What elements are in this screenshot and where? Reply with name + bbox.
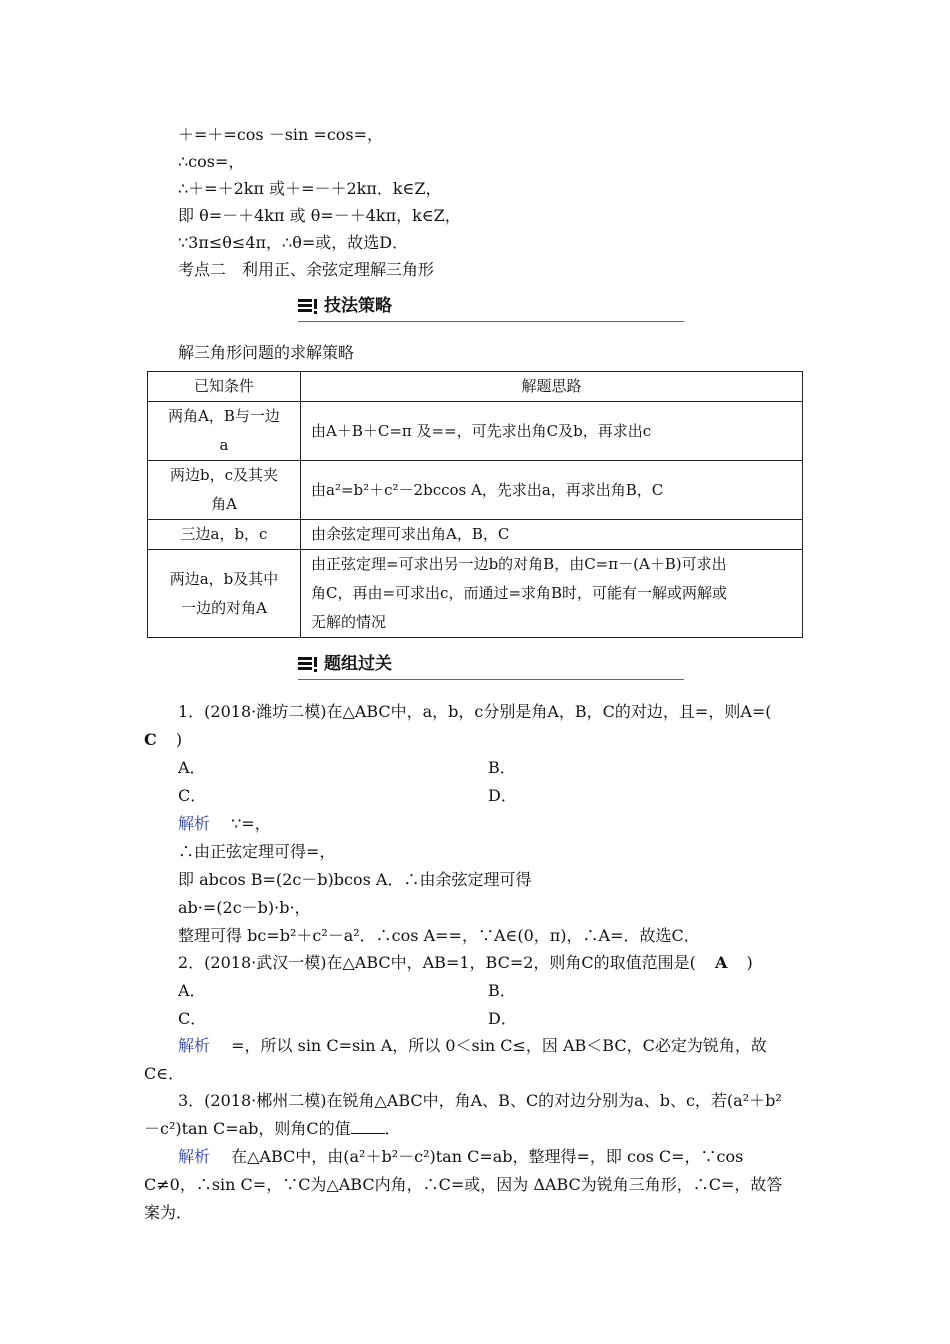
header-method: 解题思路 xyxy=(301,372,803,402)
intro-line-4: 即 θ=－＋4kπ 或 θ=－＋4kπ，k∈Z， xyxy=(178,206,461,225)
table-caption: 解三角形问题的求解策略 xyxy=(178,343,355,362)
q1-solution-line: 即 abcos B=(2c－b)bcos A．∴由余弦定理可得 xyxy=(178,870,532,889)
q3-stem-line-2: －c²)tan C=ab，则角C的值 ． xyxy=(144,1119,401,1138)
q1-solution-line: ab·=(2c－b)·b·， xyxy=(178,898,311,917)
section-bars-icon xyxy=(298,657,318,673)
q2-answer: A xyxy=(715,953,728,972)
method-cell: 由余弦定理可求出角A，B，C xyxy=(301,520,803,550)
condition-cell: 两边a，b及其中 一边的对角A xyxy=(148,550,301,638)
intro-line-2: ∴cos=， xyxy=(178,152,245,171)
table-header-row xyxy=(148,372,803,402)
table-row xyxy=(148,461,803,520)
q1-answer: C xyxy=(144,730,157,749)
q2-option-d: D． xyxy=(488,1009,517,1028)
q1-close-paren: ) xyxy=(175,730,183,749)
section-bars-icon xyxy=(298,299,318,315)
strategy-table xyxy=(147,371,803,638)
section-title: 题组过关 xyxy=(324,654,392,674)
q3-stem-line-1: 3．(2018·郴州二模)在锐角△ABC中，角A、B、C的对边分别为a、b、c，若(a²＋b² xyxy=(178,1091,782,1110)
q1-option-a: A． xyxy=(178,758,206,777)
condition-cell: 三边a，b，c xyxy=(148,520,301,550)
section-title: 技法策略 xyxy=(324,296,392,316)
q1-option-c: C． xyxy=(178,786,207,805)
q2-option-b: B． xyxy=(488,981,516,1000)
intro-line-3: ∴＋=＋2kπ 或＋=－＋2kπ．k∈Z， xyxy=(178,179,442,198)
condition-cell: 两角A，B与一边 a xyxy=(148,402,301,461)
q3-solution-label: 解析 xyxy=(178,1147,211,1166)
method-cell: 由a²=b²＋c²－2bccos A，先求出a，再求出角B，C xyxy=(301,461,803,520)
q1-solution-line: 解析 ∵=， xyxy=(178,814,271,833)
q2-close-paren: ) xyxy=(746,953,753,972)
table-row xyxy=(148,520,803,550)
q2-stem-line xyxy=(178,952,753,974)
q2-solution-line: C∈． xyxy=(144,1064,185,1083)
q3-solution-line: C≠0，∴sin C=，∵C为△ABC内角，∴C=或，因为 ΔABC为锐角三角形，∴C=，故答 xyxy=(144,1175,783,1194)
q3-answer-blank xyxy=(351,1119,385,1134)
q2-option-a: A． xyxy=(178,981,206,1000)
q1-option-b: B． xyxy=(488,758,516,777)
topic-heading: 考点二 利用正、余弦定理解三角形 xyxy=(178,260,435,279)
q1-solution-label: 解析 xyxy=(178,814,211,833)
q1-solution-line: ∴由正弦定理可得=， xyxy=(178,842,336,861)
q3-solution-line: 案为． xyxy=(144,1203,193,1222)
method-cell: 由A＋B＋C=π 及==，可先求出角C及b，再求出c xyxy=(301,402,803,461)
q1-stem: 1．(2018·潍坊二模)在△ABC中，a，b，c分别是角A，B，C的对边，且=，则A=( xyxy=(178,702,772,721)
method-cell: 由正弦定理=可求出另一边b的对角B，由C=π－(A＋B)可求出 角C，再由=可求出c，而通过=求角B时，可能有一解或两解或 无解的情况 xyxy=(301,550,803,638)
header-condition: 已知条件 xyxy=(148,372,301,402)
q3-solution-line: 解析 在△ABC中，由(a²＋b²－c²)tan C=ab，整理得=，即 cos C=，∵cos xyxy=(178,1147,744,1166)
condition-cell: 两边b，c及其夹 角A xyxy=(148,461,301,520)
intro-line-5: ∵3π≤θ≤4π，∴θ=或，故选D． xyxy=(178,233,409,252)
q2-solution-line: 解析 =，所以 sin C=sin A，所以 0＜sin C≤，因 AB＜BC，C必定为锐角，故 xyxy=(178,1036,767,1055)
table-row xyxy=(148,402,803,461)
q1-solution-line: 整理可得 bc=b²＋c²－a²．∴cos A==，∵A∈(0，π)，∴A=．故选C． xyxy=(178,926,700,945)
intro-line-1: ＋=＋=cos －sin =cos=， xyxy=(178,125,384,144)
q1-answer-line xyxy=(144,729,182,751)
table-row xyxy=(148,550,803,638)
section-rule xyxy=(298,679,684,680)
q2-solution-label: 解析 xyxy=(178,1036,211,1055)
section-rule xyxy=(298,321,684,322)
q1-option-d: D． xyxy=(488,786,517,805)
q2-stem: 2．(2018·武汉一模)在△ABC中，AB=1，BC=2，则角C的取值范围是( xyxy=(178,953,696,972)
q2-option-c: C． xyxy=(178,1009,207,1028)
